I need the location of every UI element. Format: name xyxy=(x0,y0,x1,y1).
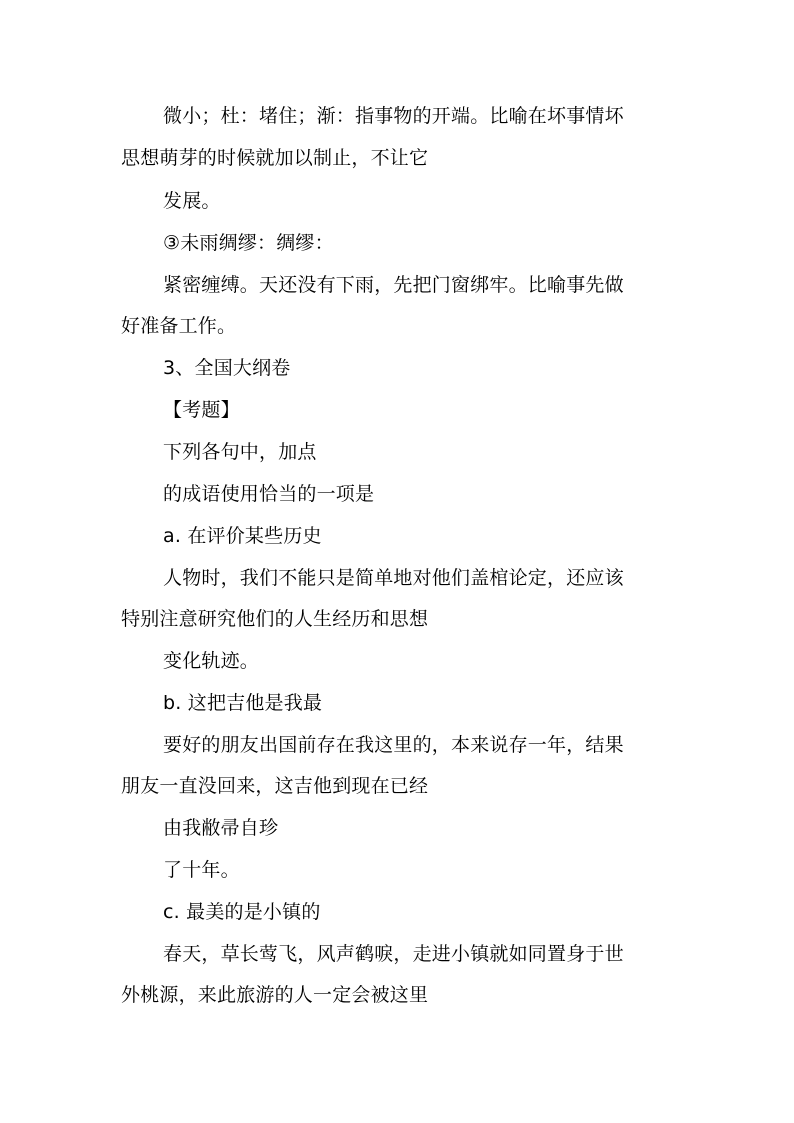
text-line: 特别注意研究他们的人生经历和思想 xyxy=(121,608,429,630)
text-line: 由我敝帚自珍 xyxy=(163,817,279,839)
text-line: 思想萌芽的时候就加以制止，不让它 xyxy=(121,147,429,169)
text-line: 的成语使用恰当的一项是 xyxy=(163,483,375,505)
option-b: b. 这把吉他是我最 xyxy=(163,692,323,714)
text-line: 外桃源，来此旅游的人一定会被这里 xyxy=(121,984,429,1006)
text-line: 紧密缠缚。天还没有下雨，先把门窗绑牢。比喻事先做 xyxy=(163,274,624,296)
option-c: c. 最美的是小镇的 xyxy=(163,901,321,923)
text-line: 变化轨迹。 xyxy=(163,650,260,672)
question-label: 【考题】 xyxy=(163,399,240,421)
text-line: 了十年。 xyxy=(163,859,240,881)
text-line: 朋友一直没回来，这吉他到现在已经 xyxy=(121,775,429,797)
option-a: a. 在评价某些历史 xyxy=(163,525,322,547)
text-line: 好准备工作。 xyxy=(121,315,237,337)
text-line: ③未雨绸缪：绸缪： xyxy=(163,232,334,254)
text-line: 春天，草长莺飞，风声鹤唳，走进小镇就如同置身于世 xyxy=(163,943,624,965)
section-heading: 3、全国大纲卷 xyxy=(163,357,291,379)
text-line: 微小；杜：堵住；渐：指事物的开端。比喻在坏事情坏 xyxy=(163,105,624,127)
text-line: 要好的朋友出国前存在我这里的，本来说存一年，结果 xyxy=(163,734,624,756)
text-line: 下列各句中，加点 xyxy=(163,441,317,463)
text-line: 发展。 xyxy=(163,190,221,212)
text-line: 人物时，我们不能只是简单地对他们盖棺论定，还应该 xyxy=(163,567,624,589)
